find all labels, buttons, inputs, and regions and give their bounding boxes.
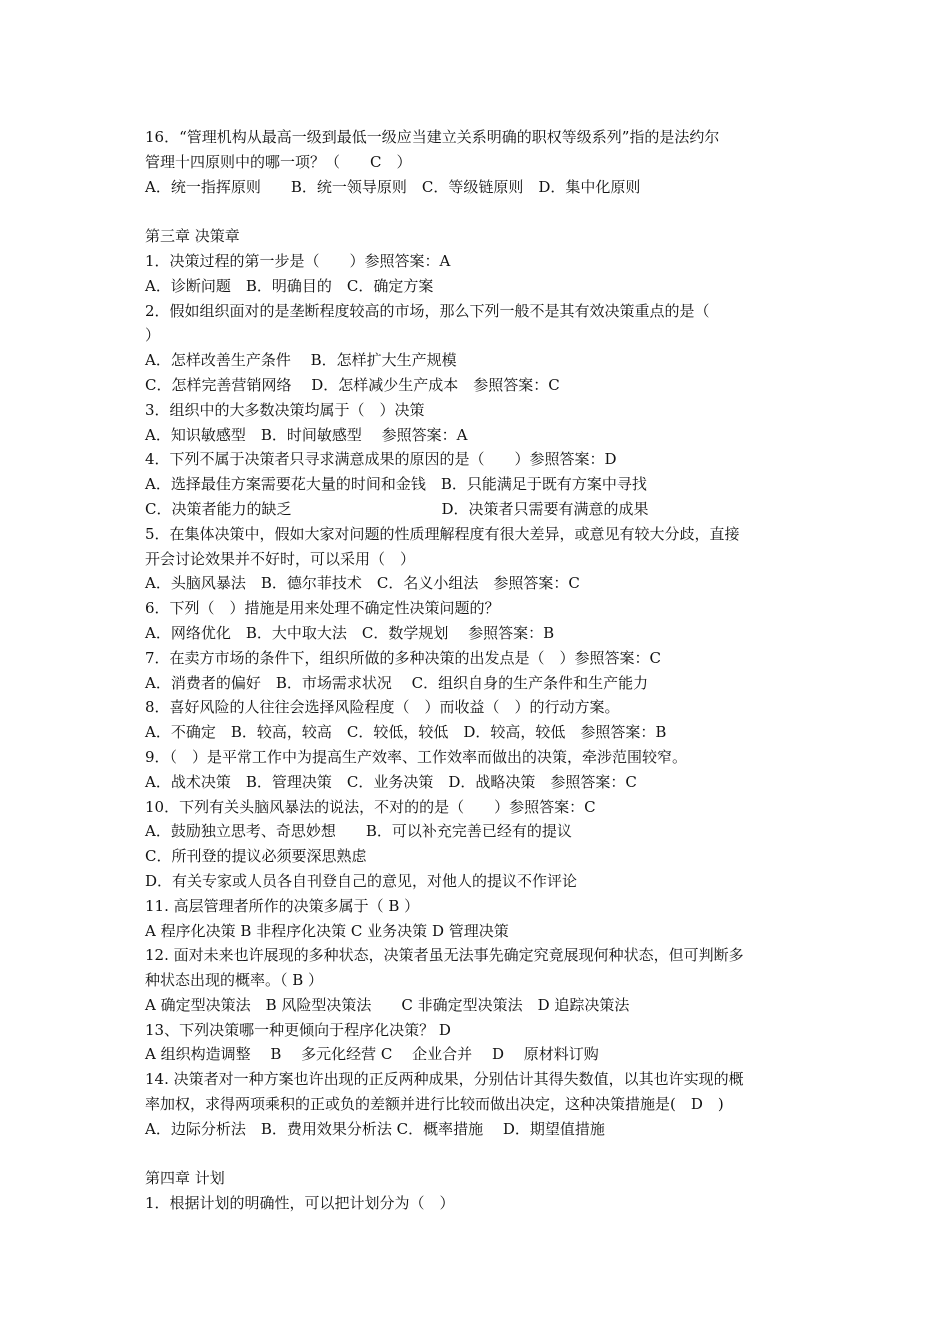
text-line: 11. 高层管理者所作的决策多属于（ B ） [145,896,420,915]
text-line: 管理十四原则中的哪一项？（ C ） [145,152,412,171]
text-line: 第三章 决策章 [145,227,240,246]
text-line: 10．下列有关头脑风暴法的说法，不对的的是（ ）参照答案：C [145,797,596,816]
text-line: C．怎样完善营销网络 D．怎样减少生产成本 参照答案：C [145,375,560,394]
text-line: A．选择最佳方案需要花大量的时间和金钱 B．只能满足于既有方案中寻找 [145,475,647,494]
text-line: A．消费者的偏好 B．市场需求状况 C．组织自身的生产条件和生产能力 [145,673,649,692]
text-line: 1．根据计划的明确性，可以把计划分为（ ） [145,1194,455,1213]
text-line: A．不确定 B．较高，较高 C．较低，较低 D．较高，较低 参照答案：B [145,723,667,742]
text-line: C．决策者能力的缺乏 D．决策者只需要有满意的成果 [145,499,649,518]
text-line: A．战术决策 B．管理决策 C．业务决策 D．战略决策 参照答案：C [145,772,637,791]
text-line: A．怎样改善生产条件 B．怎样扩大生产规模 [145,351,457,370]
text-line: A．诊断问题 B．明确目的 C．确定方案 [145,276,434,295]
text-line: D．有关专家或人员各自刊登自己的意见，对他人的提议不作评论 [145,871,578,890]
text-line: A 程序化决策 B 非程序化决策 C 业务决策 D 管理决策 [145,921,509,940]
text-line: A．网络优化 B．大中取大法 C．数学规划 参照答案：B [145,623,555,642]
text-line: A．鼓励独立思考、奇思妙想 B．可以补充完善已经有的提议 [145,822,572,841]
text-line: 开会讨论效果并不好时，可以采用（ ） [145,549,416,568]
text-line: 率加权，求得两项乘积的正或负的差额并进行比较而做出决定，这种决策措施是( D ) [145,1095,724,1114]
text-line: A．边际分析法 B．费用效果分析法 C．概率措施 D．期望值措施 [145,1119,605,1138]
text-line: 6．下列（ ）措施是用来处理不确定性决策问题的？ [145,599,500,618]
text-line: A．头脑风暴法 B．德尔菲技术 C．名义小组法 参照答案：C [145,574,580,593]
text-line: 14. 决策者对一种方案也许出现的正反两种成果，分别估计其得失数值，以其也许实现的概 [145,1070,744,1089]
text-line: 1．决策过程的第一步是（ ）参照答案：A [145,251,451,270]
text-line: 13、下列决策哪一种更倾向于程序化决策？ D [145,1020,451,1039]
text-line: A 确定型决策法 B 风险型决策法 C 非确定型决策法 D 追踪决策法 [145,995,630,1014]
text-line: 第四章 计划 [145,1169,225,1188]
text-line: C．所刊登的提议必须要深思熟虑 [145,847,367,866]
blank-line [145,199,810,224]
text-line: A．统一指挥原则 B．统一领导原则 C．等级链原则 D．集中化原则 [145,177,641,196]
text-line: 7．在卖方市场的条件下，组织所做的多种决策的出发点是（ ）参照答案：C [145,648,662,667]
text-line: 3．组织中的大多数决策均属于（ ）决策 [145,400,425,419]
text-line: 2．假如组织面对的是垄断程度较高的市场，那么下列一般不是其有效决策重点的是（ [145,301,710,320]
text-line: 4．下列不属于决策者只寻求满意成果的原因的是（ ）参照答案：D [145,450,617,469]
text-line: ） [145,326,161,345]
text-line: 16．“管理机构从最高一级到最低一级应当建立关系明确的职权等级系列”指的是法约尔 [145,128,720,146]
text-line: 8．喜好风险的人往往会选择风险程度（ ）而收益（ ）的行动方案。 [145,698,620,717]
blank-line [145,1142,810,1167]
text-line: 5．在集体决策中，假如大家对问题的性质理解程度有很大差异，或意见有较大分歧，直接 [145,524,740,543]
text-line: A．知识敏感型 B．时间敏感型 参照答案：A [145,425,468,444]
text-line: 种状态出现的概率。（ B ） [145,971,324,990]
text-line: 12. 面对未来也许展现的多种状态，决策者虽无法事先确定究竟展现何种状态，但可判断多 [145,946,744,965]
text-line: 9．（ ）是平常工作中为提高生产效率、工作效率而做出的决策，牵涉范围较窄。 [145,747,688,766]
text-line: A 组织构造调整 B 多元化经营 C 企业合并 D 原材料订购 [145,1045,599,1064]
document-page [145,125,810,1216]
